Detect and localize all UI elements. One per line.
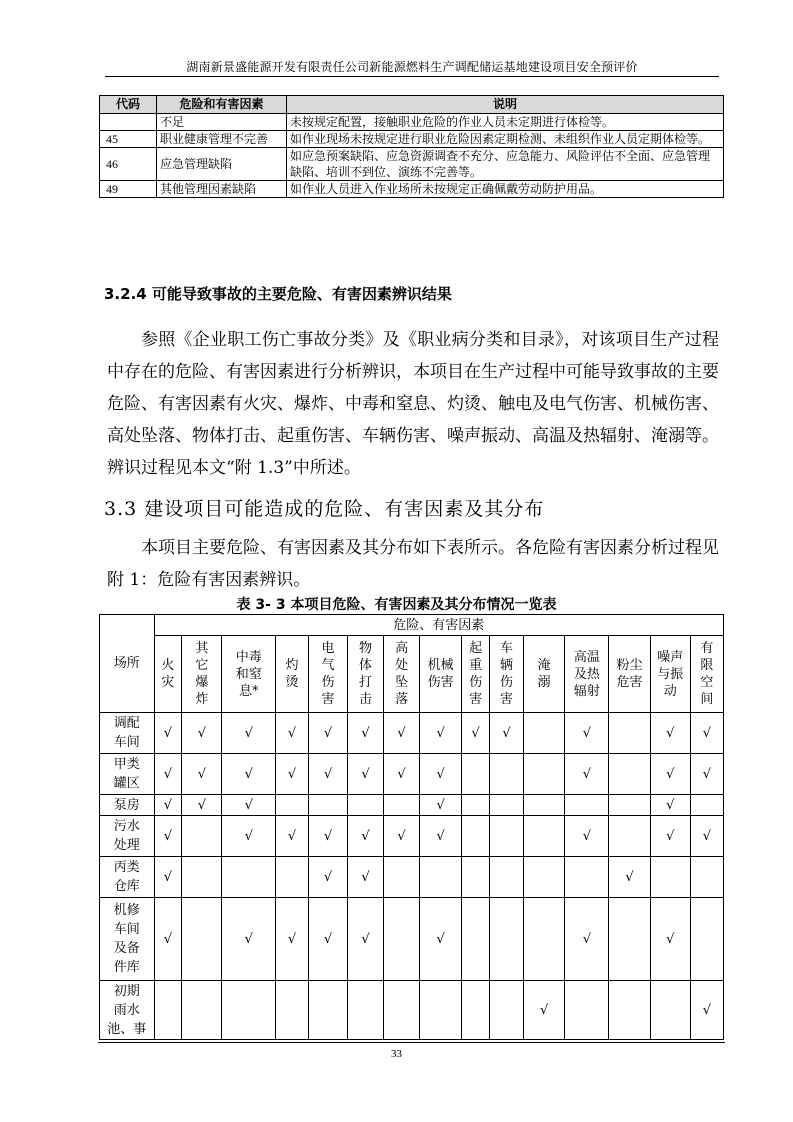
factor-header-cell	[690, 636, 723, 713]
empty-cell	[462, 898, 490, 981]
empty-cell	[490, 816, 524, 857]
checkmark-cell: √	[154, 857, 182, 898]
checkmark-cell: √	[650, 898, 690, 981]
factor-header-text: 灾	[161, 675, 175, 690]
empty-cell	[609, 795, 650, 816]
empty-cell	[384, 795, 420, 816]
factor-header-text: 和窒	[235, 666, 262, 682]
checkmark-cell: √	[308, 857, 347, 898]
table-row	[100, 114, 724, 131]
body-paragraph-1: 参照《企业职工伤亡事故分类》及《职业病分类和目录》，对该项目生产过程中存在的危险、有害因素进行分析辨识，本项目在生产过程中可能导致事故的主要危险、有害因素有火灾、爆炸、中毒和窒息、灼烫、触电及电气伤害、机械伤害、高处坠落、物体打击、起重伤害、车辆伤害、噪声振动、高温及热辐射、淹溺等。辨识过程见本文“附 1.3”中所述。	[107, 330, 719, 478]
factor-header-text: 害	[469, 692, 483, 707]
empty-cell	[609, 981, 650, 1040]
factor-header-text: 中毒	[235, 649, 262, 665]
page-number: 33	[391, 1048, 402, 1060]
factor-header-text: 与振	[657, 666, 684, 682]
running-header: 湖南新景盛能源开发有限责任公司新能源燃料生产调配储运基地建设项目安全预评价	[186, 60, 638, 74]
location-cell	[100, 754, 155, 795]
table1-header-row	[100, 96, 724, 114]
factor-header-text: 辐射	[573, 683, 600, 699]
checkmark-cell: √	[348, 713, 384, 754]
factor-header-cell	[308, 636, 347, 713]
empty-cell	[308, 981, 347, 1040]
checkmark-cell: √	[182, 754, 222, 795]
table-row	[100, 713, 724, 754]
empty-cell	[462, 857, 490, 898]
checkmark-cell: √	[650, 754, 690, 795]
factor-header-text: 打	[359, 675, 373, 690]
empty-cell	[565, 857, 609, 898]
factor-header-text: 落	[395, 692, 409, 707]
factor-header-text: 噪声	[657, 649, 684, 665]
checkmark-cell: √	[420, 816, 462, 857]
checkmark-cell: √	[690, 754, 723, 795]
factor-header-text: 火	[161, 658, 175, 673]
empty-cell	[222, 857, 276, 898]
table-bottom-edge	[98, 1042, 725, 1043]
code-cell: 49	[100, 181, 157, 198]
checkmark-cell: √	[154, 816, 182, 857]
checkmark-cell: √	[182, 713, 222, 754]
empty-cell	[490, 754, 524, 795]
factor-header-text: 间	[700, 692, 714, 707]
location-text: 污水	[113, 819, 140, 834]
checkmark-cell: √	[154, 795, 182, 816]
factor-header-text: 及热	[573, 666, 600, 682]
checkmark-cell: √	[384, 754, 420, 795]
empty-cell	[524, 857, 565, 898]
checkmark-cell: √	[462, 713, 490, 754]
checkmark-cell: √	[276, 898, 309, 981]
desc-cell: 未按规定配置，接触职业危险的作业人员未定期进行体检等。	[287, 114, 724, 131]
code-cell: 45	[100, 131, 157, 148]
empty-cell	[524, 816, 565, 857]
empty-cell	[182, 816, 222, 857]
factor-header-text: 危害	[616, 675, 643, 690]
hazard-distribution-table	[99, 614, 724, 1040]
factor-header-text: 机械	[427, 658, 454, 673]
checkmark-cell: √	[276, 754, 309, 795]
factor-header-cell	[490, 636, 524, 713]
checkmark-cell: √	[348, 898, 384, 981]
checkmark-cell: √	[222, 898, 276, 981]
checkmark-cell: √	[182, 795, 222, 816]
checkmark-cell: √	[222, 795, 276, 816]
factor-header-text: 动	[663, 683, 677, 699]
location-text: 机修	[113, 903, 140, 918]
checkmark-cell: √	[690, 816, 723, 857]
desc-cell: 如作业现场未按规定进行职业危险因素定期检测、未组织作业人员定期体检等。	[287, 131, 724, 148]
empty-cell	[609, 713, 650, 754]
checkmark-cell: √	[222, 754, 276, 795]
empty-cell	[609, 754, 650, 795]
factor-header-text: 害	[500, 692, 514, 707]
factor-header-cell	[276, 636, 309, 713]
empty-cell	[222, 981, 276, 1040]
location-text: 处理	[113, 838, 140, 853]
empty-cell	[690, 898, 723, 981]
location-cell	[100, 713, 155, 754]
checkmark-cell: √	[308, 754, 347, 795]
factor-header-text: 电	[321, 641, 335, 656]
factor-header-text: 伤	[321, 675, 335, 690]
table-row	[100, 795, 724, 816]
empty-cell	[154, 981, 182, 1040]
factor-group-header: 危险、有害因素	[154, 615, 723, 636]
checkmark-cell: √	[650, 816, 690, 857]
factor-header-text: 高温	[573, 649, 600, 665]
table-caption: 表 3- 3 本项目危险、有害因素及其分布情况一览表	[236, 597, 557, 613]
code-cell: 46	[100, 148, 157, 181]
table-row	[100, 181, 724, 198]
checkmark-cell: √	[565, 754, 609, 795]
factor-cell: 不足	[157, 114, 287, 131]
empty-cell	[490, 857, 524, 898]
factor-header-text: 灼	[285, 658, 299, 673]
checkmark-cell: √	[690, 981, 723, 1040]
factor-header-text: 害	[321, 692, 335, 707]
checkmark-cell: √	[308, 713, 347, 754]
factor-header-text: 其	[195, 641, 209, 656]
factor-cell: 应急管理缺陷	[157, 148, 287, 181]
location-cell	[100, 816, 155, 857]
factor-header-text: 起	[469, 641, 483, 656]
factor-header-text: 坠	[395, 675, 409, 690]
location-text: 调配	[113, 716, 140, 731]
location-cell	[100, 981, 155, 1040]
checkmark-cell: √	[348, 754, 384, 795]
empty-cell	[524, 898, 565, 981]
checkmark-cell: √	[490, 713, 524, 754]
factor-header-text: 击	[359, 692, 373, 707]
location-text: 池、事	[107, 1021, 147, 1037]
location-column-header: 场所	[100, 615, 155, 713]
factor-header-text: 限	[700, 658, 714, 673]
factor-header-cell	[154, 636, 182, 713]
factor-cell: 职业健康管理不完善	[157, 131, 287, 148]
factor-header-text: 它	[195, 658, 209, 673]
factor-header-text: 有	[700, 641, 714, 656]
location-text: 车间	[113, 735, 140, 750]
factor-header-cell	[348, 636, 384, 713]
empty-cell	[524, 795, 565, 816]
factor-header-cell	[609, 636, 650, 713]
location-text: 甲类	[113, 757, 140, 772]
col-header-code: 代码	[100, 96, 157, 114]
empty-cell	[524, 713, 565, 754]
empty-cell	[524, 754, 565, 795]
factor-header-cell	[565, 636, 609, 713]
factor-header-text: 车	[500, 641, 514, 656]
checkmark-cell: √	[565, 898, 609, 981]
factor-header-text: 淹	[537, 658, 551, 673]
empty-cell	[308, 795, 347, 816]
table2-group-header-row	[100, 615, 724, 636]
checkmark-cell: √	[276, 713, 309, 754]
body-paragraph-2: 本项目主要危险、有害因素及其分布如下表所示。各危险有害因素分析过程见附 1：危险有害因素辨识。	[107, 538, 719, 590]
empty-cell	[182, 898, 222, 981]
checkmark-cell: √	[650, 713, 690, 754]
checkmark-cell: √	[154, 898, 182, 981]
col-header-factor: 危险和有害因素	[157, 96, 287, 114]
empty-cell	[420, 981, 462, 1040]
checkmark-cell: √	[384, 713, 420, 754]
header-rule	[105, 76, 719, 77]
empty-cell	[462, 754, 490, 795]
factor-header-cell	[222, 636, 276, 713]
location-cell	[100, 795, 155, 816]
checkmark-cell: √	[308, 898, 347, 981]
factor-header-text: 溺	[537, 675, 551, 690]
factor-header-text: 物	[359, 641, 373, 656]
empty-cell	[384, 981, 420, 1040]
factor-header-text: 高	[395, 641, 409, 656]
table-row	[100, 816, 724, 857]
checkmark-cell: √	[650, 795, 690, 816]
empty-cell	[650, 981, 690, 1040]
factor-header-cell	[650, 636, 690, 713]
empty-cell	[348, 795, 384, 816]
location-text: 初期	[113, 983, 140, 999]
checkmark-cell: √	[565, 816, 609, 857]
location-text: 件库	[113, 960, 140, 975]
table-row	[100, 131, 724, 148]
code-cell	[100, 114, 157, 131]
checkmark-cell: √	[609, 857, 650, 898]
factor-header-cell	[462, 636, 490, 713]
factor-header-text: 气	[321, 658, 335, 673]
empty-cell	[462, 981, 490, 1040]
empty-cell	[690, 857, 723, 898]
checkmark-cell: √	[524, 981, 565, 1040]
factor-header-text: 伤害	[427, 675, 454, 690]
hazard-code-table	[99, 95, 724, 198]
factor-header-text: 伤	[469, 675, 483, 690]
empty-cell	[690, 795, 723, 816]
factor-header-text: 炸	[195, 692, 209, 707]
checkmark-cell: √	[384, 816, 420, 857]
factor-header-text: 烫	[285, 675, 299, 690]
location-text: 罐区	[113, 776, 140, 791]
checkmark-cell: √	[690, 713, 723, 754]
checkmark-cell: √	[276, 816, 309, 857]
checkmark-cell: √	[420, 754, 462, 795]
factor-cell: 其他管理因素缺陷	[157, 181, 287, 198]
empty-cell	[490, 898, 524, 981]
factor-header-text: 处	[395, 658, 409, 673]
location-text: 及备	[113, 941, 140, 956]
table-row	[100, 981, 724, 1040]
desc-cell: 如应急预案缺陷、应急资源调查不充分、应急能力、风险评估不全面、应急管理缺陷、培训不到位、演练不完善等。	[287, 148, 724, 181]
factor-header-cell	[384, 636, 420, 713]
section-heading-3-2-4: 3.2.4 可能导致事故的主要危险、有害因素辨识结果	[104, 285, 452, 303]
checkmark-cell: √	[154, 754, 182, 795]
factor-header-text: 空	[700, 675, 714, 690]
factor-header-text: 体	[359, 658, 373, 673]
checkmark-cell: √	[222, 816, 276, 857]
empty-cell	[609, 898, 650, 981]
factor-header-cell	[420, 636, 462, 713]
location-text: 车间	[113, 922, 140, 937]
factor-header-text: 粉尘	[616, 658, 643, 673]
checkmark-cell: √	[565, 713, 609, 754]
location-cell	[100, 898, 155, 981]
checkmark-cell: √	[308, 816, 347, 857]
empty-cell	[565, 795, 609, 816]
table-row	[100, 857, 724, 898]
table-row	[100, 754, 724, 795]
checkmark-cell: √	[420, 795, 462, 816]
empty-cell	[276, 795, 309, 816]
empty-cell	[384, 857, 420, 898]
location-cell	[100, 857, 155, 898]
location-text: 泵房	[113, 797, 140, 813]
checkmark-cell: √	[154, 713, 182, 754]
empty-cell	[490, 795, 524, 816]
factor-header-text: 辆	[500, 658, 514, 673]
empty-cell	[348, 981, 384, 1040]
empty-cell	[182, 981, 222, 1040]
checkmark-cell: √	[420, 898, 462, 981]
section-heading-3-3: 3.3 建设项目可能造成的危险、有害因素及其分布	[104, 498, 545, 520]
empty-cell	[276, 981, 309, 1040]
factor-header-text: 重	[469, 658, 483, 673]
location-text: 雨水	[113, 1002, 140, 1018]
table-row	[100, 898, 724, 981]
factor-header-text: 爆	[195, 675, 209, 690]
location-text: 仓库	[113, 879, 140, 894]
desc-cell: 如作业人员进入作业场所未按规定正确佩戴劳动防护用品。	[287, 181, 724, 198]
empty-cell	[565, 981, 609, 1040]
empty-cell	[420, 857, 462, 898]
checkmark-cell: √	[348, 816, 384, 857]
checkmark-cell: √	[222, 713, 276, 754]
empty-cell	[182, 857, 222, 898]
empty-cell	[276, 857, 309, 898]
empty-cell	[609, 816, 650, 857]
empty-cell	[650, 857, 690, 898]
checkmark-cell: √	[420, 713, 462, 754]
factor-header-cell	[182, 636, 222, 713]
factor-header-cell	[524, 636, 565, 713]
empty-cell	[462, 795, 490, 816]
checkmark-cell: √	[348, 857, 384, 898]
factor-header-text: 息*	[238, 683, 259, 699]
table2-factor-header-row	[100, 636, 724, 713]
factor-header-text: 伤	[500, 675, 514, 690]
empty-cell	[490, 981, 524, 1040]
location-text: 丙类	[113, 860, 140, 875]
table-row	[100, 148, 724, 181]
col-header-desc: 说明	[287, 96, 724, 114]
empty-cell	[384, 898, 420, 981]
empty-cell	[462, 816, 490, 857]
